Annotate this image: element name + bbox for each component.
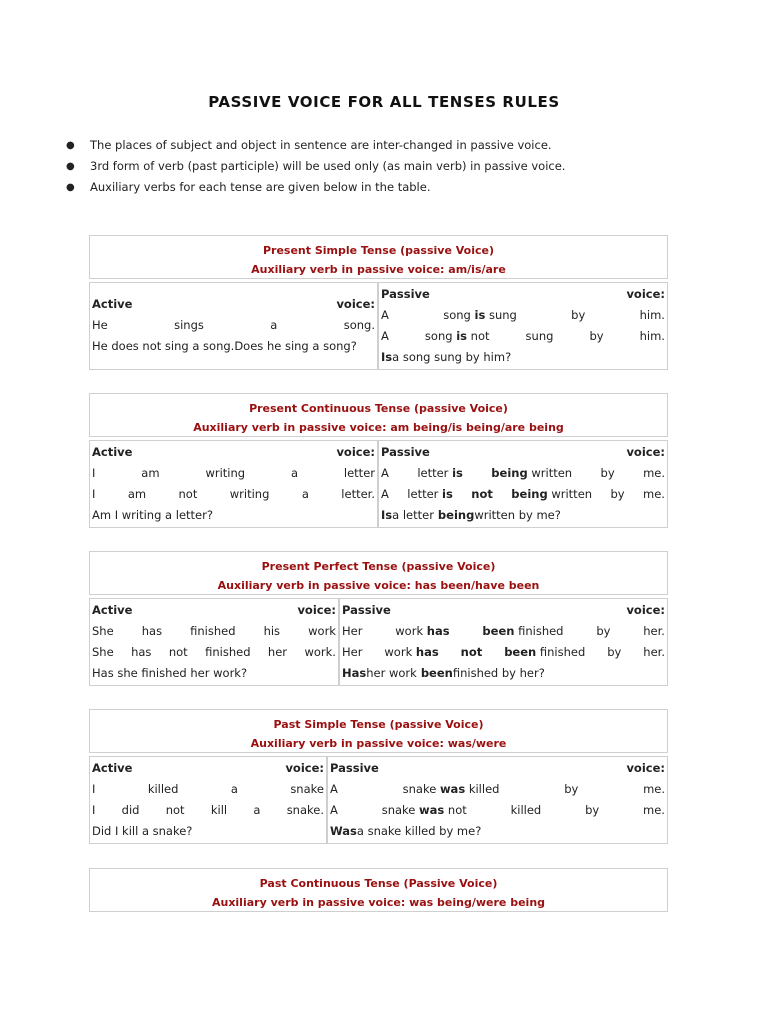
active-line: Am I writing a letter? xyxy=(92,508,213,522)
rule-item: ● The places of subject and object in sentence are inter-changed in passive voice. xyxy=(66,138,552,152)
tense-name: Present Simple Tense (passive Voice) xyxy=(262,244,495,257)
auxiliary-verb: Auxiliary verb in passive voice: was/were xyxy=(250,737,507,750)
tense-header xyxy=(89,551,668,595)
tense-name: Present Continuous Tense (passive Voice) xyxy=(249,402,508,415)
passive-line: A song is not sung by him. xyxy=(381,329,665,343)
active-line: I am not writing a letter. xyxy=(92,487,375,501)
tense-block-past-simple xyxy=(89,709,668,844)
passive-line: A letter is being written by me. xyxy=(381,466,665,480)
passive-line: A snake was not killed by me. xyxy=(330,803,665,817)
passive-line: Has her work been finished by her? xyxy=(342,666,545,680)
tense-header xyxy=(89,393,668,437)
auxiliary-verb: Auxiliary verb in passive voice: am being/is being/are being xyxy=(193,421,564,434)
tense-header xyxy=(89,709,668,753)
passive-line: A song is sung by him. xyxy=(381,308,665,322)
bullet-icon: ● xyxy=(66,182,75,193)
passive-head: Passive voice: xyxy=(381,287,665,301)
auxiliary-verb: Auxiliary verb in passive voice: has been/have been xyxy=(217,579,540,592)
tense-name: Present Perfect Tense (passive Voice) xyxy=(261,560,496,573)
passive-line: Is a song sung by him? xyxy=(381,350,512,364)
active-line: Did I kill a snake? xyxy=(92,824,193,838)
passive-voice-cell xyxy=(378,440,668,528)
active-line: Has she finished her work? xyxy=(92,666,248,680)
passive-voice-cell xyxy=(378,282,668,370)
tense-block-present-perfect xyxy=(89,551,668,686)
active-voice-cell xyxy=(89,756,327,844)
passive-line: A snake was killed by me. xyxy=(330,782,665,796)
passive-voice-cell xyxy=(339,598,668,686)
tense-header xyxy=(89,868,668,912)
active-voice-cell xyxy=(89,440,378,528)
rule-item: ● Auxiliary verbs for each tense are given below in the table. xyxy=(66,180,431,194)
tense-name: Past Simple Tense (passive Voice) xyxy=(273,718,484,731)
passive-line: A letter is not being written by me. xyxy=(381,487,665,501)
active-line: She has not finished her work. xyxy=(92,645,336,659)
active-line: I killed a snake xyxy=(92,782,324,796)
passive-voice-cell xyxy=(327,756,668,844)
active-head: Active voice: xyxy=(92,761,324,775)
passive-head: Passive voice: xyxy=(342,603,665,617)
active-head: Active voice: xyxy=(92,445,375,459)
passive-line: Is a letter being written by me? xyxy=(381,508,561,522)
passive-head: Passive voice: xyxy=(330,761,665,775)
tense-name: Past Continuous Tense (Passive Voice) xyxy=(259,877,498,890)
tense-block-past-continuous xyxy=(89,868,668,912)
active-voice-cell xyxy=(89,282,378,370)
bullet-icon: ● xyxy=(66,161,75,172)
active-head: Active voice: xyxy=(92,603,336,617)
active-line: I am writing a letter xyxy=(92,466,375,480)
passive-line: Her work has not been finished by her. xyxy=(342,645,665,659)
auxiliary-verb: Auxiliary verb in passive voice: am/is/are xyxy=(251,263,506,276)
active-line: She has finished his work xyxy=(92,624,336,638)
active-line: He does not sing a song.Does he sing a song? xyxy=(92,339,357,353)
passive-line: Her work has been finished by her. xyxy=(342,624,665,638)
active-voice-cell xyxy=(89,598,339,686)
active-line: I did not kill a snake. xyxy=(92,803,324,817)
bullet-icon: ● xyxy=(66,140,75,151)
page-title: PASSIVE VOICE FOR ALL TENSES RULES xyxy=(208,93,560,111)
rule-item: ● 3rd form of verb (past participle) will be used only (as main verb) in passive voice. xyxy=(66,159,566,173)
tense-block-present-continuous xyxy=(89,393,668,528)
active-line: He sings a song. xyxy=(92,318,375,332)
tense-block-present-simple xyxy=(89,235,668,370)
passive-head: Passive voice: xyxy=(381,445,665,459)
rules-list xyxy=(66,137,565,200)
active-head: Active voice: xyxy=(92,297,375,311)
auxiliary-verb: Auxiliary verb in passive voice: was being/were being xyxy=(211,896,546,909)
tense-header xyxy=(89,235,668,279)
passive-line: Was a snake killed by me? xyxy=(330,824,482,838)
